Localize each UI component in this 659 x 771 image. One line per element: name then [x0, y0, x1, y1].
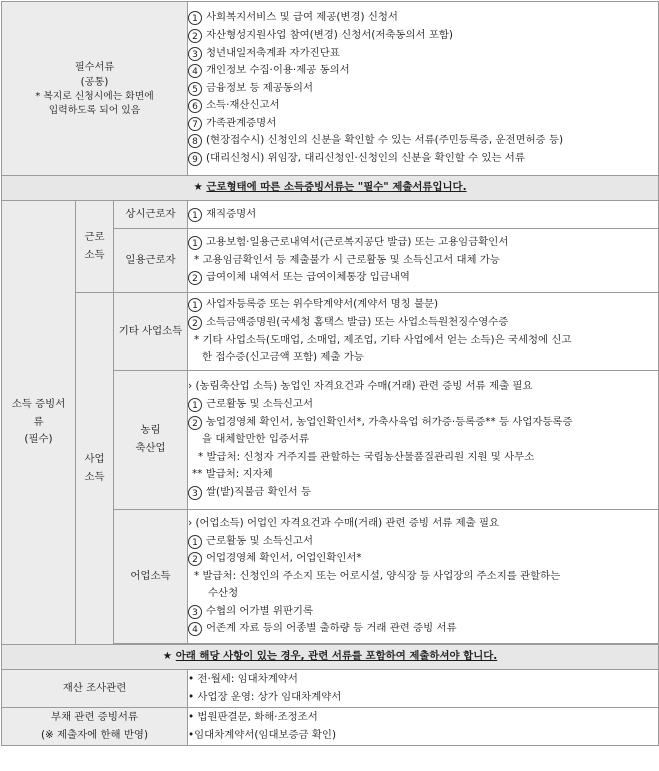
item-text: 사회복지서비스 및 급여 제공(변경) 신청서: [206, 11, 398, 24]
notice-2: [2, 645, 659, 670]
circled-number: 9: [188, 152, 202, 166]
star-icon: ★: [162, 650, 173, 663]
item-text: 쌀(밭)직불금 확인서 등: [206, 485, 312, 498]
business-income-label-2: 소득: [84, 470, 105, 483]
required-row: [2, 2, 659, 176]
required-title: 필수서류: [74, 61, 115, 73]
circled-number: 1: [188, 298, 202, 312]
star-icon: ★: [193, 181, 203, 194]
required-note-2: 입력하도록 되어 있음: [48, 104, 141, 116]
regular-worker-label: 상시근로자: [114, 201, 188, 229]
item-text: 사업자등록증 또는 위수탁계약서(계약서 명칭 불문): [206, 298, 439, 311]
debt-row: [2, 708, 659, 746]
item-text: 어업경영체 확인서, 어업인확인서*: [206, 552, 362, 565]
daily-worker-label: 일용근로자: [114, 229, 188, 293]
regular-worker-list: [188, 201, 659, 229]
fish-list: [188, 510, 659, 644]
item-text: 소득금액증명원(국세청 홈택스 발급) 또는 사업소득원천징수영수증: [206, 315, 509, 328]
item-text: 소득·재산신고서: [206, 99, 280, 112]
list-item: [188, 396, 658, 414]
item-text: (대리신청시) 위임장, 대리신청인·신청인의 신분을 확인할 수 있는 서류: [206, 152, 525, 165]
circled-number: 6: [188, 99, 202, 113]
circled-number: 1: [188, 535, 202, 549]
circled-number: 2: [188, 416, 202, 430]
circled-number: 3: [188, 47, 202, 61]
asset-row: [2, 670, 659, 708]
business-income-label-cell: [76, 293, 114, 645]
list-item: [188, 150, 658, 168]
item-text: 급여이체 내역서 또는 급여이체통장 입금내역: [206, 271, 410, 284]
item-text: 근로활동 및 소득신고서: [206, 534, 313, 547]
list-item: [188, 62, 658, 80]
income-proof-label-1: 소득 증빙서: [11, 398, 66, 411]
list-item: [188, 603, 658, 621]
circled-number: 4: [188, 64, 202, 78]
note: * 발급처: 신청자 거주지를 관할하는 국립농산물품질관리원 지원 및 사무소: [198, 450, 535, 463]
list-item: [188, 80, 658, 98]
notice-2-text: 아래 해당 사항이 있는 경우, 관련 서류를 포함하여 제출하셔야 합니다.: [175, 650, 498, 663]
asset-list: [188, 670, 659, 708]
circled-number: 2: [188, 29, 202, 43]
item-text: 농업경영체 확인서, 농업인확인서*, 가축사육업 허가증·등록증** 등 사업자등록증: [206, 415, 573, 428]
note: 수산청: [208, 587, 239, 600]
note: * 고용임금확인서 등 제출불가 시 근로활동 및 소득신고서 대체 가능: [194, 253, 500, 266]
agri-label-cell: [114, 371, 188, 510]
circled-number: 7: [188, 117, 202, 131]
required-subtitle: (공통): [80, 76, 109, 88]
item-text: 수협의 어가별 위판기록: [206, 604, 313, 617]
item-text: 금융정보 등 제공동의서: [206, 81, 313, 94]
notice-row-1: [2, 176, 659, 201]
labor-income-label-2: 소득: [84, 248, 105, 261]
item-text: 재직증명서: [206, 207, 257, 220]
circled-number: 2: [188, 552, 202, 566]
intro-text: › (어업소득) 어업인 자격요건과 수매(거래) 관련 증빙 서류 제출 필요: [188, 516, 500, 529]
debt-list: [188, 708, 659, 746]
circled-number: 3: [188, 605, 202, 619]
circled-number: 8: [188, 134, 202, 148]
bullet-item: • 법원판결문, 화해·조정조서: [188, 710, 318, 723]
circled-number: 4: [188, 622, 202, 636]
list-item: [188, 533, 658, 551]
circled-number: 2: [188, 316, 202, 330]
income-proof-label-2: 류: [33, 415, 44, 428]
daily-worker-list: [188, 229, 659, 293]
note: ** 발급처: 지자체: [192, 468, 273, 481]
note: * 기타 사업소득(도매업, 소매업, 제조업, 기타 사업에서 얻는 소득)은 국세청에 신고: [194, 333, 572, 346]
bullet-item: • 사업장 운영: 상가 임대차계약서: [188, 690, 342, 703]
circled-number: 1: [188, 398, 202, 412]
required-list: [188, 2, 659, 176]
list-item: [188, 97, 658, 115]
item-text: 어존계 자료 등의 어종별 출하량 등 거래 관련 증빙 서류: [206, 622, 457, 635]
list-item: [188, 45, 658, 63]
agri-label-1: 농림: [140, 424, 161, 437]
notice-row-2: [2, 645, 659, 670]
labor-income-label-cell: [76, 201, 114, 293]
notice-1-text: 근로형태에 따른 소득증빙서류는 "필수" 제출서류입니다.: [206, 181, 467, 194]
other-business-list: [188, 293, 659, 371]
list-item: [188, 206, 658, 224]
circled-number: 2: [188, 271, 202, 285]
business-income-label-1: 사업: [84, 452, 105, 465]
list-item: [188, 620, 658, 638]
list-item: [188, 27, 658, 45]
item-text: 개인정보 수집·이용·제공 동의서: [206, 64, 350, 77]
item-text: 자산형성지원사업 참여(변경) 신청서(저축동의서 포함): [206, 28, 453, 41]
agri-list: [188, 371, 659, 510]
item-text: 고용보험·일용근로내역서(근로복지공단 발급) 또는 고용임금확인서: [206, 236, 509, 249]
document-table: [1, 1, 659, 746]
agri-label-2: 축산업: [135, 442, 166, 454]
debt-label-2: (※ 제출자에 한해 반영): [40, 728, 149, 741]
circled-number: 1: [188, 236, 202, 250]
required-note-1: * 복지로 신청시에는 화면에: [35, 90, 154, 102]
list-item: [188, 296, 658, 314]
list-item: [188, 484, 658, 502]
intro-text: › (농림축산업 소득) 농업인 자격요건과 수매(거래) 관련 증빙 서류 제출 필요: [188, 380, 533, 393]
labor-income-label-1: 근로: [84, 230, 105, 243]
note: 한 접수증(신고금액 포함) 제출 가능: [202, 351, 364, 364]
regular-worker-row: [2, 201, 659, 229]
item-text: 가족관계증명서: [206, 116, 277, 129]
other-business-row: [2, 293, 659, 371]
list-item: [188, 414, 658, 432]
list-item: [188, 234, 658, 252]
item-text-cont: 을 대체할만한 입증서류: [202, 433, 309, 446]
list-item: [188, 269, 658, 287]
debt-label-cell: [2, 708, 188, 746]
asset-label: 재산 조사관련: [2, 670, 188, 708]
list-item: [188, 115, 658, 133]
note: * 발급처: 신청인의 주소지 또는 어로시설, 양식장 등 사업장의 주소지를 관할하는: [194, 569, 561, 582]
fish-label: 어업소득: [114, 510, 188, 644]
required-label-cell: [2, 2, 188, 176]
debt-label-1: 부채 관련 증빙서류: [51, 710, 138, 723]
item-text: (현장접수시) 신청인의 신분을 확인할 수 있는 서류(주민등록증, 운전면허증 등): [206, 134, 564, 147]
list-item: [188, 550, 658, 568]
income-proof-label-cell: [2, 201, 76, 645]
income-proof-label-3: (필수): [24, 433, 53, 446]
bullet-item: • 전·월세: 임대차계약서: [188, 672, 298, 685]
circled-number: 5: [188, 82, 202, 96]
circled-number: 1: [188, 208, 202, 222]
bullet-item: •임대차계약서(임대보증금 확인): [188, 728, 337, 741]
circled-number: 1: [188, 11, 202, 25]
item-text: 청년내일저축계좌 자가진단표: [206, 46, 340, 59]
circled-number: 3: [188, 486, 202, 500]
list-item: [188, 314, 658, 332]
other-business-label: 기타 사업소득: [114, 293, 188, 371]
list-item: [188, 132, 658, 150]
notice-1: [2, 176, 659, 201]
item-text: 근로활동 및 소득신고서: [206, 398, 313, 411]
list-item: [188, 9, 658, 27]
